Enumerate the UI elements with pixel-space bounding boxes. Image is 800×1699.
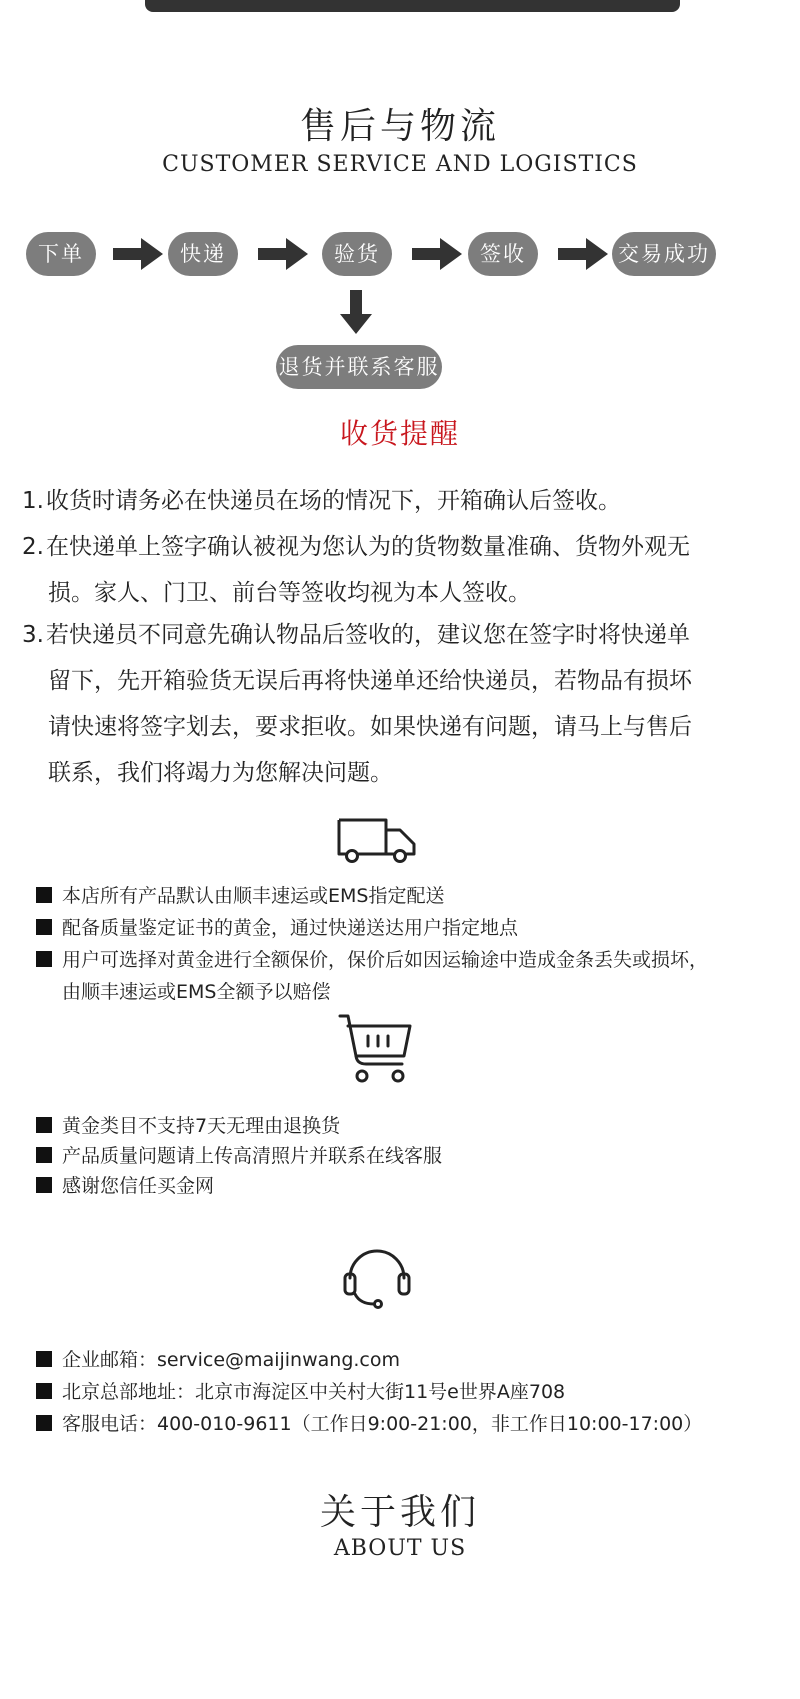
shipping-text: 配备质量鉴定证书的黄金，通过快递送达用户指定地点 [62, 917, 519, 939]
about-subtitle: ABOUT US [333, 1536, 467, 1561]
contact-text: 北京总部地址：北京市海淀区中关村大街11号e世界A座708 [62, 1381, 566, 1403]
flow-step-express: 快递 [168, 232, 238, 276]
reminder-title: 收货提醒 [339, 417, 460, 450]
reminder-item-2 [22, 524, 782, 616]
flow-step-return: 退货并联系客服 [276, 345, 442, 389]
item-text: 留下，先开箱验货无误后再将快递单还给快递员，若物品有损坏 [48, 668, 692, 694]
contact-address [36, 1376, 565, 1408]
returns-text: 感谢您信任买金网 [62, 1175, 215, 1197]
item-number: 2. [22, 534, 44, 560]
contact-email [36, 1344, 400, 1376]
contact-text: 客服电话：400-010-9611（工作日9:00-21:00，非工作日10:00-17:00） [62, 1413, 703, 1435]
bullet-square-icon [36, 1415, 52, 1431]
item-text: 损。家人、门卫、前台等签收均视为本人签收。 [48, 580, 531, 606]
item-text: 收货时请务必在快递员在场的情况下，开箱确认后签收。 [46, 488, 621, 514]
shipping-text: 本店所有产品默认由顺丰速运或EMS指定配送 [62, 885, 445, 907]
bullet-square-icon [36, 1351, 52, 1367]
shipping-item [36, 880, 444, 912]
returns-item [36, 1170, 214, 1202]
bullet-square-icon [36, 1383, 52, 1399]
returns-item [36, 1140, 442, 1172]
bullet-square-icon [36, 1177, 52, 1193]
shopping-cart-icon [336, 1012, 416, 1088]
headset-icon [340, 1240, 414, 1312]
truck-icon [336, 816, 418, 866]
contact-phone [36, 1408, 702, 1440]
bullet-square-icon [36, 1147, 52, 1163]
reminder-item-3 [22, 612, 782, 796]
bullet-square-icon [36, 919, 52, 935]
contact-text: 企业邮箱：service@maijinwang.com [62, 1349, 400, 1371]
returns-text: 黄金类目不支持7天无理由退换货 [62, 1115, 341, 1137]
item-text: 若快递员不同意先确认物品后签收的，建议您在签字时将快递单 [46, 622, 690, 648]
flow-step-complete: 交易成功 [612, 232, 716, 276]
top-image-edge [145, 0, 680, 12]
arrow-right-icon [558, 238, 608, 270]
arrow-right-icon [258, 238, 308, 270]
item-number: 3. [22, 622, 44, 648]
item-text: 请快速将签字划去，要求拒收。如果快递有问题，请马上与售后 [48, 714, 692, 740]
returns-item [36, 1110, 340, 1142]
shipping-text: 用户可选择对黄金进行全额保价，保价后如因运输途中造成金条丢失或损坏， [62, 949, 709, 971]
flow-step-inspect: 验货 [322, 232, 392, 276]
bullet-square-icon [36, 951, 52, 967]
about-title: 关于我们 [319, 1492, 480, 1533]
arrow-down-icon [340, 290, 372, 334]
bullet-square-icon [36, 1117, 52, 1133]
item-number: 1. [22, 488, 44, 514]
section-subtitle: CUSTOMER SERVICE AND LOGISTICS [162, 152, 638, 177]
item-text: 联系，我们将竭力为您解决问题。 [48, 760, 393, 786]
reminder-item-1 [22, 478, 782, 524]
bullet-square-icon [36, 887, 52, 903]
flow-step-order: 下单 [26, 232, 96, 276]
shipping-item [36, 944, 708, 976]
section-title: 售后与物流 [299, 106, 500, 147]
arrow-right-icon [113, 238, 163, 270]
arrow-right-icon [412, 238, 462, 270]
returns-text: 产品质量问题请上传高清照片并联系在线客服 [62, 1145, 443, 1167]
shipping-item-continuation: 由顺丰速运或EMS全额予以赔偿 [62, 981, 331, 1003]
flow-step-sign: 签收 [468, 232, 538, 276]
shipping-item [36, 912, 518, 944]
item-text: 在快递单上签字确认被视为您认为的货物数量准确、货物外观无 [46, 534, 690, 560]
